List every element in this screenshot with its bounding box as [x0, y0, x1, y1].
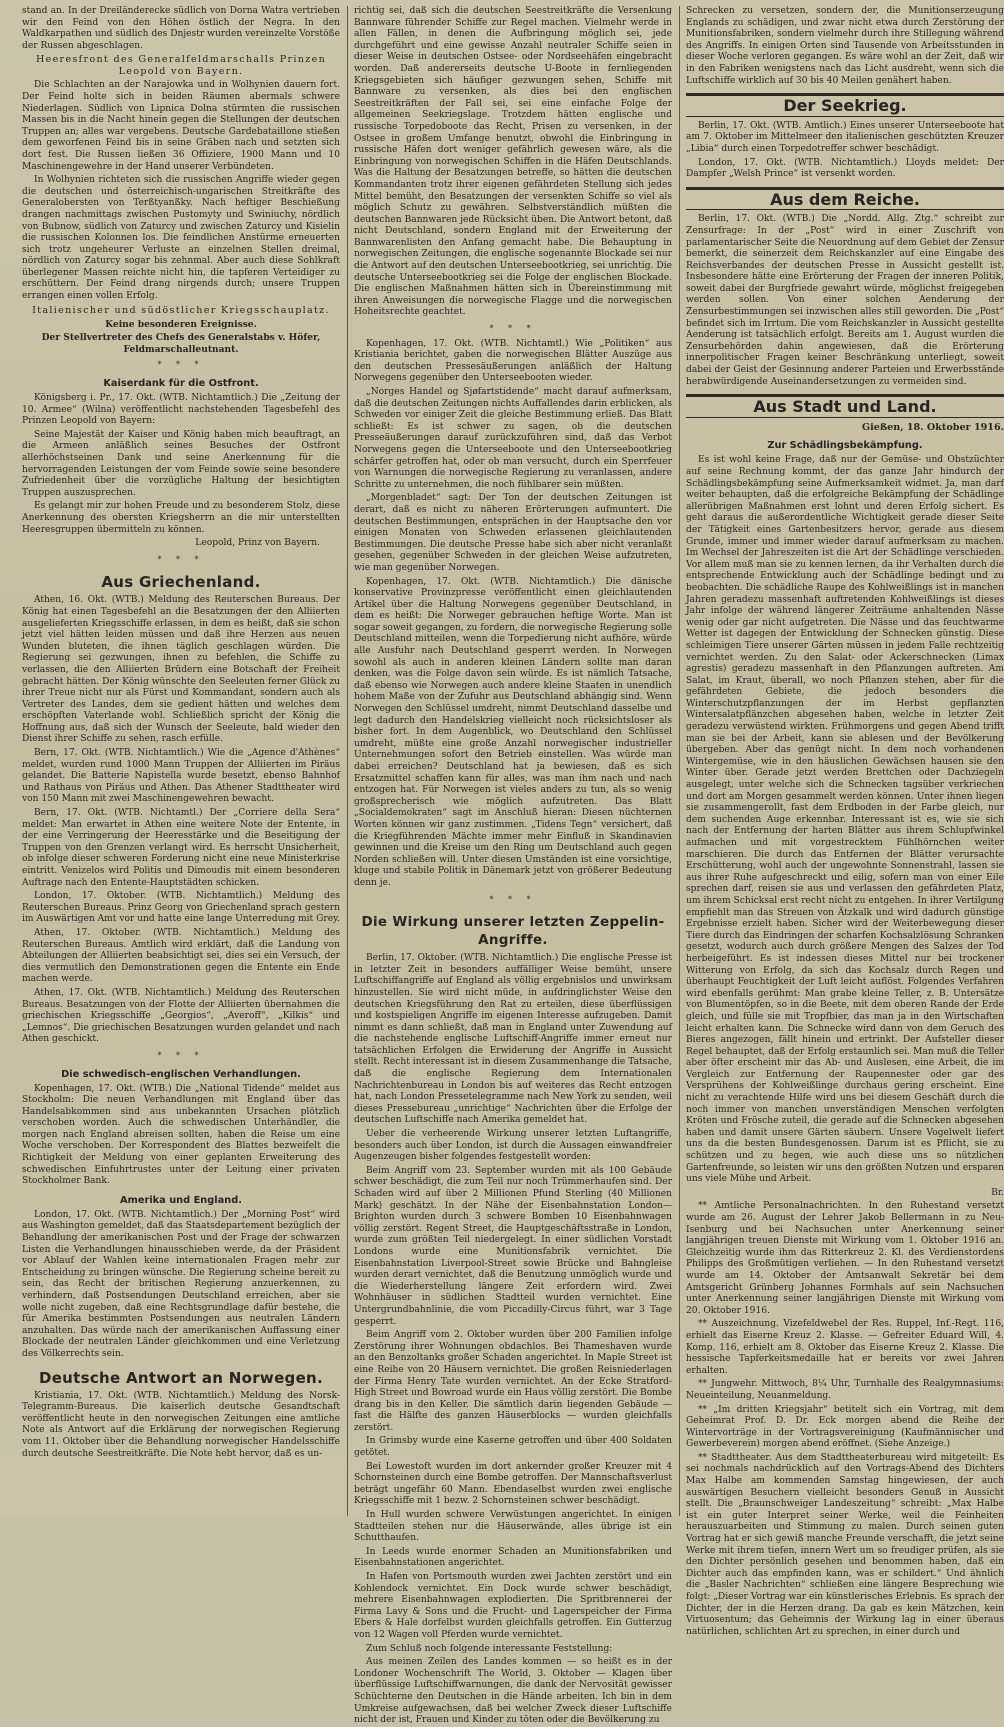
- paragraph: Berlin, 17. Oktober. (WTB. Nichtamtlich.) Die englische Presse ist in letzter Zeit in besonders auffälliger Weise bemüht, unsere Luftschiffangriffe auf England als völlig ergebnislos und unwirksam hinzustellen. Sie wird nicht müde, in aufdringlichster Weise den deutschen Kriegsführung den Rat zu erteilen, diese überflüssigen und kostspieligen Angriffe im eigenen Interesse aufzugeben. Damit nimmt es dann schließt, daß man in England unter Zuwendung auf die nachstehende englische Luftschiff-Angriffe immer erneut nur tatsächlichen Erfolgen die Erwiderung der Angriffe in Aussicht stellt. Recht interessant ist in diesem Zusammenhange die Tatsache, daß die englische Regierung dem Internationalen Nachrichtenbureau in London bis auf weiteres das Recht entzogen hat, nach London Pressetelegramme nach New York zu senden, weil dieses Pressebureau „unrichtige“ Nachrichten über die Erfolge der deutschen Luftschiffe nach Amerika gemeldet hat.: [354, 953, 672, 1126]
- paragraph: Athen, 17. Oktober. (WTB. Nichtamtlich.) Meldung des Reuterschen Bureaus. Amtlich wird erklärt, daß die Landung von Abteilungen der Alliierten beabsichtigt sei, dies sei ein Versuch, der dies vermutlich den Demonstrationen gegen die Entente ein Ende machen werde.: [22, 927, 340, 985]
- article-heading: Die schwedisch-englischen Verhandlungen.: [61, 1068, 301, 1080]
- paragraph: In Wolhynien richteten sich die russischen Angriffe wieder gegen die deutschen und österreichisch-ungarischen Streitkräfte des Generalobersten von Terßtyanßky. Nach heftiger Beschießung drangen nachmittags zwischen Pustomyty und Swiniuchy, nördlich von Bubnow, südlich von Zaturcy und zwischen Zaturcy und Kisielin die russischen Kolonnen los. Die feindlichen Anstürme erneuerten sich trotz ungeheurer Verluste an einzelnen Stellen dreimal, nördlich von Zaturcy sogar bis zehnmal. Aber auch diese Sohlkraft überlegener Massen reichte nicht hin, die tapferen Verteidiger zu erschüttern. Der Feind drang nirgends durch; unsere Truppen errangen einen vollen Erfolg.: [22, 175, 340, 302]
- article-heading: Die Wirkung unserer letzten Zeppelin-Angriffe.: [361, 914, 665, 949]
- separator-stars: * * *: [157, 554, 205, 564]
- section-heading: Aus Stadt und Land.: [753, 397, 937, 417]
- paragraph: London, 17. Oktober. (WTB. Nichtamtlich.) Meldung des Reuterschen Bureaus. Prinz Georg von Griechenland sprach gestern im Auswärtigen Amt vor und hatte eine lange Unterredung mit Grey.: [22, 891, 340, 925]
- paragraph: Athen, 16. Okt. (WTB.) Meldung des Reuterschen Bureaus. Der König hat einen Tagesbefehl an die Besatzungen der den Alliierten ausgelieferten Kriegsschiffe erlassen, in dem es heißt, daß sie schon jetzt viel hätten leiden müssen und daß ihre Herzen aus neuen Wunden bluteten, die ihnen täglich geschlagen würden. Die Regierung sei gezwungen, ihnen zu befehlen, die Schiffe zu verlassen, die den Alliierten Brüdern eine Botschaft der Freiheit gebracht hätten. Der König wünschte den Seeleuten ferner Glück zu ihrer Treue nicht nur als Fürst und Kommandant, sondern auch als Vertreter des Landes, dem sie gedient hätten und welches dem erschöpften Vaterlande wohl. Schließlich spricht der König die Hoffnung aus, daß sich der Wunsch der Seeleute, bald wieder den Dienst ihrer Schiffe zu sehen, rasch erfülle.: [22, 595, 340, 745]
- section-heading: Aus dem Reiche.: [770, 189, 920, 209]
- paragraph: ** „Im dritten Kriegsjahr“ betitelt sich ein Vortrag, mit dem Geheimrat Prof. D. Dr. Eck morgen abend die Reihe der Wintervorträge in der Vortragsvereinigung (Kaufmännischer und Gewerbeverein) morgen abend eröffnet. (Siehe Anzeige.): [686, 1404, 1004, 1450]
- paragraph: Athen, 17. Okt. (WTB. Nichtamtlich.) Meldung des Reuterschen Bureaus. Besatzungen von der Flotte der Alliierten übernahmen die griechischen Kriegsschiffe „Georgios“, „Averoff“, „Kilkis“ und „Lemnos“. Die griechischen Besatzungen wurden gelandet und nach Athen geschickt.: [22, 987, 340, 1045]
- paragraph: ** Jungwehr. Mittwoch, 8¼ Uhr, Turnhalle des Realgymnasiums: Neueinteilung, Neuanmeldung.: [686, 1379, 1004, 1401]
- section-divider: [686, 417, 1004, 418]
- article-heading: Amerika und England.: [120, 1194, 242, 1206]
- signature: Der Stellvertreter des Chefs des Generalstabs v. Höfer, Feldmarschalleutnant.: [41, 332, 321, 355]
- paragraph: Die Schlachten an der Narajowka und in Wolhynien dauern fort. Der Feind holte sich in beiden Räumen abermals schwere Niederlagen. Südlich von Lipnica Dolna stürmten die russischen Massen bis in die Nacht hinein gegen die Stellungen der deutschen Truppen an; alles war vergebens. Deutsche Gardebataillone stießen dem geworfenen Feind bis in seine Gräben nach und setzten sich dort fest. Die Russen ließen 36 Offiziere, 1900 Mann und 10 Maschinengewehre in der Hand unserer Verbündeten.: [22, 80, 340, 172]
- paragraph: Beim Angriff vom 23. September wurden mit als 100 Gebäude schwer beschädigt, die zum Teil nur noch Trümmerhaufen sind. Der Schaden wird auf über 2 Millionen Pfund Sterling (40 Millionen Mark) geschätzt. In der Nähe der Eisenbahnstation London—Brighton wurden durch 3 schwere Bomben 10 Eisenbahnwagen völlig zerstört. Regent Street, die Hauptgeschäftsstraße in London, wurde zum größten Teil niedergelegt. In einer südlichen Vorstadt Londons wurde eine Munitionsfabrik vernichtet. Die Eisenbahnstation Liverpool-Street sowie Brücke und Bahngleise wurden derart vernichtet, daß die Benutzung unmöglich wurde und die Wiederherstellung längere Zeit erfordern wird. Zwei Wohnhäuser in südlichen Stadtteil wurden vernichtet. Eine Untergrundbahnlinie, die vom Piccadilly-Circus führt, war 3 Tage gesperrt.: [354, 1165, 672, 1327]
- article-heading: Aus Griechenland.: [101, 573, 261, 592]
- signature: Leopold, Prinz von Bayern.: [195, 538, 320, 549]
- paragraph: ** Auszeichnung. Vizefeldwebel der Res. Ruppel, Inf.-Regt. 116, erhielt das Eiserne Kreuz 2. Klasse. — Gefreiter Eduard Will, 4. Komp. 116, erhielt am 8. Oktober das Eiserne Kreuz 2. Klasse. Die hessische Tapferkeitsmedaille hat er bereits vor zwei Jahren erhalten.: [686, 1319, 1004, 1376]
- paragraph: Bei Lowestoft wurden im dort ankernder großer Kreuzer mit 4 Schornsteinen durch eine Bombe getroffen. Der Mannschaftsverlust beträgt ungefähr 60 Mann. Ebendaselbst wurden zwei englische Kriegsschiffe mit 1 bezw. 2 Schornsteinen schwer beschädigt.: [354, 1461, 672, 1507]
- section-divider: [686, 116, 1004, 117]
- paragraph: richtig sei, daß sich die deutschen Seestreitkräfte die Versenkung Bannware führender Schiffe zur Regel machen. Vielmehr werde in allen Fällen, in denen die Aufbringung möglich sei, jede durchgeführt und eine gewisse Anzahl neutraler Schiffe seien in dieser Weise in deutschen Ostsee- oder Nordseehäfen eingebracht worden. Daß andererseits deutsche U-Boote in fernliegenden Kriegsgebieten sich häufiger gezwungen sehen, Schiffe mit Bannware zu versenken, als dies bei den englischen Seestreitkräften der Fall sei, sei eine einfache Folge der allgemeinen Seekriegslage. Trotzdem hätten englische und russische Torpedoboote das Recht, Prisen zu versenken, in der Ostsee in großem Umfange benutzt, obwohl die Einbringung in russische Häfen dort weniger gefährlich gewesen wäre, als die Einbringung von norwegischen Schiffen in die Häfen Deutschlands. Was die Haltung der Besatzungen betreffe, so hätten die deutschen Kommandanten trotz ihrer eigenen gefährdeten Stellung sich jedes Mittel bemüht, den Besatzungen der versenkten Schiffe so viel als möglich Schutz zu gewähren. Selbstverständlich müßten die deutschen Bannwaren jede Rücksicht üben. Die Antwort betont, daß nicht Deutschland, sondern England mit der Erweiterung der Bannwarenlisten den Anfang gemacht habe. Die Behauptung in norwegischen Zeitungen, die englische sogenannte Blockade sei nur die Antwort auf den deutschen Unterseebootkrieg, sei unrichtig. Die deutsche Unterseebootkrieg sei die Folge der englischen Blockade. Die englischen Maßnahmen hätten sich in Übereinstimmung mit ihren Anweisungen die norwegische Flagge und die norwegischen Hoheitsrechte geachtet.: [354, 6, 672, 318]
- article-heading: Kaiserdank für die Ostfront.: [103, 378, 259, 390]
- article-heading: Zur Schädlingsbekämpfung.: [767, 440, 923, 452]
- paragraph: Beim Angriff vom 2. Oktober wurden über 200 Familien infolge Zerstörung ihrer Wohnungen obdachlos. Bei Thameshaven wurde an den Benzoltanks großer Schaden angerichtet. In Maple Street ist eine Reihe von 20 Häusern vernichtet. Die großen Reisniederlagen der Firma Henry Tate wurden vernichtet. An der Ecke Stratford-High Street und Bowroad wurde ein Haus völlig zerstört. Die Bombe drang bis in den Keller. Die sämtlich darin liegenden Gebäude — fast die Hälfte des ganzen Häuserblocks — wurden gleichfalls zerstört.: [354, 1330, 672, 1433]
- paragraph: Bern, 17. Okt. (WTB. Nichtamtlich.) Wie die „Agence d'Athènes“ meldet, wurden rund 1000 Mann Truppen der Alliierten im Piräus gelandet. Die Batterie Napistella wurde besetzt, ebenso Bahnhof und Rathaus von Piräus und Athen. Das Athener Stadttheater wird von 150 Mann mit zwei Maschinengewehren bewacht.: [22, 748, 340, 805]
- paragraph: Bern, 17. Okt. (WTB. Nichtamtl.) Der „Corriere della Sera“ meldet: Man erwartet in Athen eine weitere Note der Entente, in der eine Verringerung der Heeresstärke und die Beseitigung der Truppen von den Grenzen verlangt wird. Es herrscht Unsicherheit, ob infolge dieser schweren Forderung nicht eine neue Ministerkrise eintritt. Venizelos wird Politis und Dimoudis mit einem besonderen Auftrage nach den Entente-Hauptstädten schicken.: [22, 808, 340, 888]
- column-rule: [679, 6, 680, 1516]
- paragraph: Es gelangt mir zur hohen Freude und zu besonderem Stolz, diese Anerkennung des obersten Kriegsherrn an die mir unterstellten Heeresgruppen übermitteln zu können.: [22, 501, 340, 535]
- article-heading: Deutsche Antwort an Norwegen.: [38, 1368, 324, 1387]
- paragraph: London, 17. Okt. (WTB. Nichtamtlich.) Der „Morning Post“ wird aus Washington gemeldet, daß das Staatsdepartement bezüglich der Behandlung der amerikanischen Post und der Frage der schwarzen Listen die Verhandlungen hinausschieben werde, da der Präsident vor Ablauf der Wahlen keine internationalen Fragen mehr zur Entscheidung zu bringen wünsche. Die Regierung scheine bereit zu sein, das Recht der britischen Regierung anzuerkennen, zu verhindern, daß Postsendungen Deutschland erreichen, aber sie wolle nicht zugeben, daß eine Rechtsgrundlage dafür bestehe, die für Amerika bestimmten Postsendungen aus neutralen Ländern anzuhalten. Das würde nach der amerikanischen Auffassung einer Blockade der neutralen Länder gleichkommen und eine Verletzung des Völkerrechts sein.: [22, 1209, 340, 1359]
- column-1: [22, 6, 340, 1516]
- paragraph: Schrecken zu versetzen, sondern der, die Munitionserzeugung Englands zu schädigen, und zwar nicht etwa durch Zerstörung der Munitionsfabriken, sondern vielmehr durch ihre Stillegung während des Angriffs. In einigen Orten sind Tausende von Arbeitsstunden in dieser Woche verloren gegangen. Es wäre wohl an der Zeit, daß wir in den Fabriken wenigstens nach das Licht ausdreht, wenn sich die Luftschiffe wirklich auf 30 bis 40 Meilen genähert haben.: [686, 6, 1004, 86]
- section-heading: Italienischer und südöstlicher Kriegsschauplatz.: [32, 304, 330, 316]
- section-heading: Heeresfront des Generalfeldmarschalls Prinzen Leopold von Bayern.: [35, 54, 327, 78]
- paragraph: Kopenhagen, 17. Okt. (WTB.) Die „National Tidende“ meldet aus Stockholm: Die neuen Verhandlungen mit England über das Handelsabkommen sind aus unbekannten Ursachen plötzlich verschoben worden. Auch die schwedischen Unterhändler, die morgen nach England abreisen sollten, haben die Reise um eine Woche verschoben. Der Korrespondent des Blattes bezweifelt die Richtigkeit der Meldung von einer geplanten Erweiterung des schwedischen Einfuhrtrustes unter der Leitung einer privaten Stockholmer Bank.: [22, 1083, 340, 1187]
- separator-stars: * * *: [157, 360, 205, 370]
- paragraph: „Norges Handel og Sjøfartstidende“ macht darauf aufmerksam, daß die deutschen Zeitungen nichts Auffallendes darin erblicken, als Schweden vor einiger Zeit die gleiche Bestimmung erließ. Das Blatt schließt: Es ist schwer zu sagen, ob die deutschen Presseäußerungen darauf zurückzuführen sind, daß das Verbot Norwegens gegen die Unterseeboote und den Unterseebootkrieg schärfer getroffen hat, oder ob man versucht, durch ein Sperrfeuer von Warnungen die norwegische Regierung zu veranlassen, andere Schritte zu unternehmen, die noch fühlbarer sein müßten.: [354, 387, 672, 490]
- paragraph: Berlin, 17. Okt. (WTB.) Die „Nordd. Allg. Ztg.“ schreibt zur Zensurfrage: In der „Post“ wird in einer Zuschrift von parlamentarischer Seite die Neuordnung auf dem Gebiet der Zensur bemerkt, die seinerzeit dem Reichskanzler auf eine Eingabe des Reichsverbandes der deutschen Presse in Aussicht gestellt ist. Insbesondere hätte eine Erörterung der Fragen der inneren Politik, soweit dabei der Burgfriede gewahrt würde, möglichst freigegeben werden sollen. Von einer solchen Aenderung der Zensurbestimmungen sei inzwischen alles still geworden. Die „Post“ befindet sich im Irrtum. Die vom Reichskanzler in Aussicht gestellte Aenderung ist tatsächlich erfolgt. Bereits am 1. August wurden die Zensurbehörden dahin angewiesen, daß die Erörterung innerpolitischer Fragen keiner Beschränkung unterliegt, soweit dabei der Geist der Gesinnung anderer Parteien und Erwerbsstände herabwürdigende Auseinandersetzungen zu vermeiden sind.: [686, 214, 1004, 387]
- paragraph: London, 17. Okt. (WTB. Nichtamtlich.) Lloyds meldet: Der Dampfer „Welsh Prince“ ist versenkt worden.: [686, 157, 1004, 180]
- paragraph: Keine besonderen Ereignisse.: [105, 318, 257, 330]
- column-2: [354, 6, 672, 1726]
- paragraph: In Grimsby wurde eine Kaserne getroffen und über 400 Soldaten getötet.: [354, 1436, 672, 1459]
- paragraph: ** Amtliche Personalnachrichten. In den Ruhestand versetzt wurde am 26. August der Lehrer Jakob Bellermann in zu Neu-Isenburg und bei Nachsuchen unter Anerkennung seiner langjährigen treuen Dienste mit Wirkung vom 1. Oktober 1916 an. Gleichzeitig wurde ihm das Ritterkreuz 2. Kl. des Verdienstordens Philipps des Großmütigen verliehen. — In den Ruhestand versetzt wurde am 14. Oktober der Amtsanwalt Sekretär bei dem Amtsgericht Grünberg Johannes Formhals auf sein Nachsuchen unter Anerkennung seiner langjährigen Dienste mit Wirkung vom 20. Oktober 1916.: [686, 1201, 1004, 1316]
- paragraph: Ueber die verheerende Wirkung unserer letzten Luftangriffe, besonders auch über London, ist durch die Aussagen einwandfreier Augenzeugen bisher folgendes festgestellt worden:: [354, 1129, 672, 1163]
- paragraph: In Leeds wurde enormer Schaden an Munitionsfabriken und Eisenbahnstationen angerichtet.: [354, 1546, 672, 1569]
- separator-stars: * * *: [489, 894, 537, 904]
- section-heading: Der Seekrieg.: [783, 96, 907, 116]
- paragraph: Aus meinen Zeilen des Landes kommen — so heißt es in der Londoner Wochenschrift The World, 3. Oktober — Klagen über überflüssige Luftschiffwarnungen, die dank der Nervosität gewisser Schüchterne den Deutschen in die Hände arbeiten. Ich bin in dem Umkreise aufgewachsen, daß bei welcher Zweck dieser Luftschiffe nicht der ist, Frauen und Kinder zu töten oder die Bevölkerung zu: [354, 1657, 672, 1726]
- separator-stars: * * *: [489, 324, 537, 334]
- signature: Br.: [991, 1187, 1004, 1198]
- column-3: [686, 6, 1004, 1637]
- paragraph: Zum Schluß noch folgende interessante Feststellung:: [366, 1643, 613, 1654]
- paragraph: Kopenhagen, 17. Okt. (WTB. Nichtamtlich.) Die dänische konservative Provinzpresse veröffentlicht einen gleichlautenden Artikel über die Haltung Norwegens gegenüber Deutschland, in dem es heißt: Die Norweger gebrauchen heftige Worte. Man ist sogar soweit gegangen, zu fordern, die norwegische Regierung solle Deutschland mitteilen, wenn die Torpedierung nicht aufhöre, würde alle Ausfuhr nach Deutschland gesperrt werden. In Norwegen sowohl als auch in anderen kleinen Ländern sollte man daran denken, was die Folge davon sein würde. Es ist nämlich Tatsache, daß ebenso wie Norwegen auch andere kleine Staaten in unendlich hohem Maße von der Zufuhr aus Deutschland abhängig sind. Wenn Norwegen den Schlüssel umdreht, nimmt Deutschland dasselbe und legt dadurch den Handelskrieg vielleicht noch rücksichtsloser als bisher fort. In dem Augenblick, wo Deutschland den Schlüssel umdreht, müßte eine große Anzahl norwegischer industrieller Unternehmungen sofort den Betrieb einstellen. Was würde man dabei erreichen? Deutschland hat ja bewiesen, daß es sich Ersatzmittel schaffen kann für alles, was man ihm nach und nach entzogen hat. Für Norwegen ist vieles anders zu tun, als so wenig großsprecherisch wie möglich aufzutreten. Das Blatt „Socialdemokraten“ sagt im Anschluß hieran: Diesen nüchternen Worten können wir ganz zustimmen. „Tidens Tegn“ versichert, daß die Kriegführenden Mächte immer mehr Einfluß in Skandinavien gewinnen und die Kreise um den Ring um Deutschland auch gegen Norden schließen will. Unter diesen Umständen ist eine vorsichtige, kluge und stabile Politik in Dänemark jetzt von größerer Bedeutung denn je.: [354, 576, 672, 888]
- section-divider: [686, 209, 1004, 210]
- column-rule: [347, 6, 348, 1516]
- paragraph: stand an. In der Dreiländerecke südlich von Dorna Watra vertrieben wir den Feind von den Höhen östlich der Negra. In den Waldkarpathen und südlich des Dnjestr wurden vereinzelte Vorstöße der Russen abgeschlagen.: [22, 6, 340, 51]
- paragraph: Berlin, 17. Okt. (WTB. Amtlich.) Eines unserer Unterseeboote hat am 7. Oktober im Mittelmeer den italienischen geschützten Kreuzer „Libia“ durch einen Torpedotreffer schwer beschädigt.: [686, 120, 1004, 154]
- paragraph: Seine Majestät der Kaiser und König haben mich beauftragt, an die Armeen anläßlich seines Besuches der Ostfront allerhöchstseinen Dank und seine Anerkennung für die hervorragenden Leistungen der vom Feinde sowie seine besondere Zufriedenheit über die vorzügliche Haltung der besichtigten Truppen auszusprechen.: [22, 429, 340, 498]
- separator-stars: * * *: [157, 1050, 205, 1060]
- paragraph: Königsberg i. Pr., 17. Okt. (WTB. Nichtamtlich.) Die „Zeitung der 10. Armee“ (Wilna) veröffentlicht nachstehenden Tagesbefehl des Prinzen Leopold von Bayern:: [22, 393, 340, 427]
- paragraph: Kopenhagen, 17. Okt. (WTB. Nichtamtl.) Wie „Politiken“ aus Kristiania berichtet, gaben die norwegischen Blätter Auszüge aus den deutschen Pressesäußerungen anläßlich der Haltung Norwegens gegenüber den Unterseebooten wieder.: [354, 338, 672, 384]
- paragraph: In Hafen von Portsmouth wurden zwei Jachten zerstört und ein Kohlendock vernichtet. Ein Dock wurde schwer beschädigt, mehrere Eisenbahnwagen explodierten. Die Spritbrennerei der Firma Lavy & Sons und die Frucht- und Lagerspeicher der Firma Ebers & Hale dorfelbst wurden gleichfalls getroffen. Ein Gutterzug von 12 Wagen voll Pferden wurde vernichtet.: [354, 1572, 672, 1640]
- paragraph: „Morgenbladet“ sagt: Der Ton der deutschen Zeitungen ist derart, daß es nicht zu näheren Erörterungen aufmuntert. Die deutschen Bestimmungen, entsprächen in der Hauptsache den vor einigen Monaten von Schweden erlassenen gleichlautenden Bestimmungen. Die deutsche Presse habe sich aber nicht veranlaßt gesehen, gegenüber Schweden in der gleichen Weise aufzutreten, wie man gegenüber Norwegen.: [354, 493, 672, 573]
- paragraph: In Hull wurden schwere Verwüstungen angerichtet. In einigen Stadtteilen stehen nur die Häuserwände, alles übrige ist ein Schutthaufen.: [354, 1510, 672, 1544]
- paragraph: Kristiania, 17. Okt. (WTB. Nichtamtlich.) Meldung des Norsk-Telegramm-Bureaus. Die kaiserlich deutsche Gesandtschaft veröffentlicht heute in den norwegischen Zeitungen eine amtliche Note als Antwort auf die Erklärung der norwegischen Regierung vom 11. Oktober über die Behandlung norwegischer Handelsschiffe durch deutsche Seestreitkräfte. Die Note hebt hervor, daß es un-: [22, 1390, 340, 1459]
- paragraph: Es ist wohl keine Frage, daß nur der Gemüse- und Obstzüchter auf seine Rechnung kommt, der das ganze Jahr hindurch der Schädlingsbekämpfung seine Aufmerksamkeit widmet. Ja, man darf weiter behaupten, daß die erfolgreiche Bekämpfung der Schädlinge allerübrigen Maßnahmen erst lohnt und deren Erfolg sichert. Es geht daraus die außerordentliche Wichtigkeit gerade dieser Seite der Tätigkeit eines Gartenbesitzers hervor, gerade aus diesem Grunde, immer und immer wieder darauf aufmerksam zu machen. Im Wechsel der Jahreszeiten ist die Art der Schädlinge verschieden. Vor allem muß man sie zu kennen lernen, da ihr Verhalten durch die entsprechende Entwicklung auch der Schädlinge bedingt und zu beobachten. Die schädliche Raupe des Kohlweißlings ist in manchen Jahren geradezu massenhaft auftretenden Kohlweißlings ist dieses Jahr infolge der während längerer Zeiträume anhaltenden Nässe wenig oder gar nicht aufgetreten. Die Nässe und das feuchtwarme Wetter ist dagegen der Entwicklung der Schnecken günstig. Diese schleimigen Tiere unserer Gärten müssen in jedem Falle rechtzeitig vernichtet werden. Zu den Salat- oder Ackerschnecken (Limax agrestis) geradezu massenhaft in den Pflanzungen auftreten. Am Salat, im Kraut, überall, wo noch Pflanzen stehen, aber für die gefährdeten Gebiete, die jedoch besonders die Winterschutzpflanzungen der im Herbst gepflanzten Wintersalatpflänzchen abgesehen haben, welche in letzter Zeit geradezu verwüstend wirkten. Frühmorgens und gegen Abend trifft man sie bei der Arbeit, kann sie ablesen und der Bevölkerung übergeben. Aber das genügt nicht. In dem noch vorhandenen Wintergemüse, wie in den häuslichen Gewächsen hausen sie den Winter über. Gerade jetzt werden Brettchen oder Dachziegeln ausgelegt, unter welche sich die Schnecken tagsüber verkriechen und dort am Morgen gesammelt werden können. Unter ihnen liegen sie zusammengerollt, fast dem Erdboden in der Farbe gleich, nur dem suchenden Auge erkennbar. Interessant ist es, wie sie sich nach der Entfernung der harten Blätter aus ihrem Schlupfwinkel aufmachen und mit vorgestrecktem Fühlhörnchen weiter marschieren. Die durch das Entfernen der Blätter verursachte Erschütterung, wohl auch der ungewohnte Sonnenstrahl, lassen sie aus ihrer Ruhe aufgeschreckt und eilig, sofern man von einer Eile sprechen darf, reisen sie aus und verlassen den gefährdeten Platz, um ihrem Schicksal erst recht nicht zu entgehen. In ihrer Vertilgung empfiehlt man das Streuen von Ätzkalk und wird dadurch günstige Ergebnisse erzielt haben. Sicher wird der Weiterbewegung dieser Tiere durch das Eindringen der scharfen Kochsalzlösung Schranken gesetzt, wodurch auch durch größere Mengen des Salzes der Tod herbeigeführt. Es ist indessen dieses Mittel nur bei trockener Witterung von Erfolg, da sich das Kochsalz durch Regen und überhaupt Feuchtigkeit der Luft leicht auflöst. Folgendes Verfahren wird ebenfalls gerühmt: Man grabe kleine Teller, z. B. Untersätze von Blumentöpfen, so in die Beete, mit dem oberen Rande der Erde gleich, und fülle sie mit Tropfbier, das man ja in den Wirtschaften leicht erhalten kann. Die Schnecke wird dann von dem Geruch des Bieres angezogen, fällt hinein und ertrinkt. Der Aufsteller dieser Regel behauptet, daß der Erfolg erstaunlich sei. Man muß die Teller aber öfter erscheint mir das Ab- und Auslesen, eine Arbeit, die im Vergleich zur Entfernung der Raupennester oder gar des Versprühens der Kohlweißlinge durchaus gering erscheint. Eine nicht zu verachtende Hilfe wird uns bei diesem Geschäft durch die noch immer von manchen unverständigen Menschen verfolgten Kröten und Frösche zuteil, die gerade auf die Schnecken abgesehen haben und damit unsere Gärten säubern. Unsere Vogelwelt liefert uns da die besten Bundesgenossen. Darum ist es Pflicht, sie zu schützen und zu hegen, wie auch diese uns so nützlichen Gartenfreunde, so leisten wir uns den größten Nutzen und ersparen uns viele Mühe und Arbeit.: [686, 455, 1004, 1185]
- dateline: Gießen, 18. Oktober 1916.: [861, 421, 1004, 433]
- paragraph: ** Stadttheater. Aus dem Stadttheaterbureau wird mitgeteilt: Es sei nochmals nachdrücklich auf den Vortrags-Abend des Dichters Max Halbe am kommenden Samstag hingewiesen, der auch auswärtigen Besuchern vielleicht besonders Genuß in Aussicht stellt. Die „Braunschweiger Landeszeitung“ schreibt: „Max Halbe ist ein guter Interpret seiner Werke, weil die Feinheiten herauszuarbeiten und Stimmung zu malen. Durch seinen guten Vortrag hat er sich gewiß manche Freunde verschafft, die jetzt seine Werke mit ihrem tiefen, innern Wert um so freudiger prüfen, als sie den Dichter persönlich gesehen und benommen haben, daß ein Dichter auch das empfinden kann, was er schildert.“ Und ähnlich die „Basler Nachrichten“ schließen eine längere Besprechung wie folgt: „Dieser Vortrag war ein künstlerisches Erlebnis. Es sprach der Dichter, der in die Herzen drang. Da gab es kein Mätzchen, kein Virtuosentum; das Geheimnis der Wirkung lag in einer überaus natürlichen, schlichten Art zu sprechen, in einer durch und: [686, 1452, 1004, 1637]
